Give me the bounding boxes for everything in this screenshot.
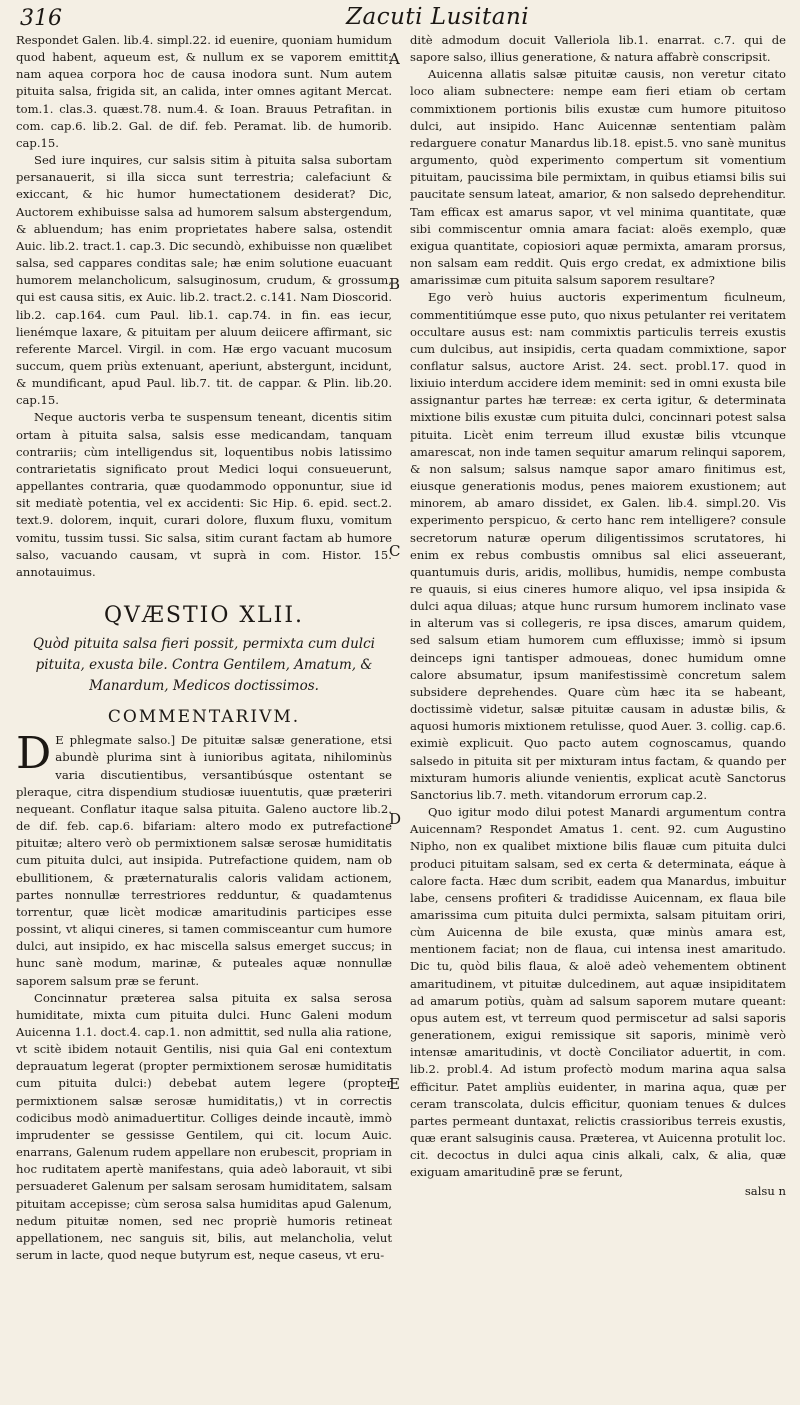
question-title: QVÆSTIO XLII.: [103, 603, 305, 628]
left-column: [16, 32, 392, 1264]
left-paragraph-2: Sed iure inquires, cur salsis sitim à pituita salsa subortam persanauerit, si illa sicca sunt terrestria; calefaciunt & exiccant, & hic humor humectationem desiderat? Dic, Auctorem exhibuisse salsa ad humorem salsum abstergendum, & abluendum; has enim proprietates habere salsa, ostendit Auic. lib.2. tract.1. cap.3. Dic secundò, exhibuisse non quælibet salsa, sed cappares conditas sale; hæ enim solutione euacuant humorem melancholicum, salsuginosum, crudum, & grossum, qui est causa sitis, ex Auic. lib.2. tract.2. c.141. Nam Dioscorid. lib.2. cap.164. cum Paul. lib.1. cap.74. in fin. eas iecur, lienémque laxare, & pituitam per aluum deiicere affirmant, sic referente Marcel. Virgil. in com. Hæ ergo vacuant mucosum succum, quem priùs extenuant, aperiunt, abstergunt, incidunt, & mundificant, apud Paul. lib.7. tit. de cappar. & Plin. lib.20. cap.15.: [16, 153, 392, 408]
right-paragraph-3: Ego verò huius auctoris experimentum ficulneum, commentitiúmque esse puto, quo nixus petulanter rei veritatem occultare ausus est: nam commixtis particulis terreis exustis cum dulcibus, aut insipidis, certa quadam commixtione, sapor conflatur salsus, auctore Arist. 24. sect. probl.17. quod in lixiuio interdum accidere idem meminit: sed in omni exusta bile assignantur partes hæ terreæ: ex certa igitur, & determinata mixtione bilis exustæ cum pituita dulci, concinnari potest salsa pituita. Licèt enim terreum illud exustæ bilis vtcunque amarescat, non inde tamen sequitur amarum relinqui saporem, & non salsum; salsus namque sapor amaro finitimus est, eiusque generationis modus, penes maiorem exustionem; aut minorem, ab amaro dissidet, ex Galen. lib.4. simpl.20. Vis experimento perspicuo, & certo hanc rem intelligere? consule secretorum naturæ operum diligentissimos scrutatores, hi enim ex rebus combustis omnibus sal elici asseuerant, quantumuis duris, aridis, mollibus, humidis, nempe combusta re quauis, si eius cineres humore aliquo, vel ipsa insipida & dulci aqua diluas; atque hunc rursum humorem inclinato vase in alterum vas si collegeris, re ipsa disces, amarum quidem, sed salsum etiam humorem cum effluxisse; immò si ipsum deinceps igni tantisper admoueas, donec humidum omne calore absumatur, ipsum manifestissimè concretum salem subsidere deprehendes. Quare cùm hæc ita se habeant, doctissimè videtur, salsæ pituitæ causam in adustæ bilis, & aquosi humoris mixtionem retulisse, quod Auer. 3. collig. cap.6. eximiè explicuit. Quo pacto autem cognoscamus, quando salsedo in pituita sit per mixturam intus factam, & quando per mixturam humoris aliunde venientis, explicat acutè Sanctorus Sanctorius lib.7. meth. vitandorum errorum cap.2.: [410, 290, 786, 802]
left-paragraph-5: Concinnatur præterea salsa pituita ex salsa serosa humiditate, mixta cum pituita dulci. Hunc Galeni modum Auicenna 1.1. doct.4. cap.1. non admittit, sed nulla alia ratione, vt scitè ibidem notauit Gentilis, nisi quia Gal eni contextum deprauatum legerat (propter permixtionem serosæ humiditatis cum pituita dulci:) debebat autem legere (propter permixtionem salsæ serosæ humiditatis,) vt in correctis codicibus modò animaduertitur. Colliges deinde incautè, immò imprudenter se gessisse Gentilem, qui cit. locum Auic. enarrans, Galenum rudem appellare non erubescit, propriam in hoc ruditatem apertè manifestans, quia adeò laborauit, vt sibi persuaderet Galenum per salsam serosam humiditatem, salsam pituitam accepisse; cùm serosa salsa humiditas apud Galenum, nedum pituitæ nomen, sed nec propriè humoris retineat appellationem, nec sanguis sit, bilis, aut melancholia, velut serum in lacte, quod neque butyrum est, neque caseus, vt eru-: [16, 990, 392, 1262]
margin-letter-a: A: [389, 50, 400, 68]
page-number: 316: [20, 6, 62, 31]
margin-letter-d: D: [389, 810, 402, 828]
left-paragraph-1: Respondet Galen. lib.4. simpl.22. id euenire, quoniam humidum quod habent, aqueum est, & nullum ex se vaporem emittit: nam aquea corpora hoc de causa inodora sunt. Num autem pituita salsa, frigida sit, an calida, inter omnes agitant Mercat. tom.1. clas.3. quæst.78. num.4. & Ioan. Brauus Petrafitan. in com. cap.6. lib.2. Gal. de dif. feb. Peramat. lib. de humorib. cap.15.: [16, 33, 392, 150]
commentarium-heading: COMMENTARIVM.: [107, 707, 301, 728]
catchword: salsu n: [744, 1184, 786, 1199]
left-paragraph-4: E phlegmate salso.] De pituitæ salsæ generatione, etsi abundè plurima sint à iunioribus agitata, nihilominùs varia discutientibus, versantibúsque ostentant se pleraque, citra dispendium studiosæ iuuentutis, quæ præteriri nequeant. Conflatur itaque salsa pituita. Galeno auctore lib.2. de dif. feb. cap.6. bifariam: altero modo ex putrefactione pituitæ; altero verò ob permixtionem salsæ serosæ humiditatis cum pituita dulci, aut insipida. Putrefactione quidem, nam ob ebullitionem, & præternaturalis caloris validam actionem, partes nonnullæ terrestriores redduntur, & quadamtenus torrentur, quæ licèt modicæ amaritudinis participes esse possint, vt aliqui cineres, si tamen commisceantur cum humore dulci, aut insipido, ex hac miscella salsus emerget succus; in hunc sanè modum, marinæ, & puteales aquæ nonnullæ saporem salsum præ se ferunt.: [16, 733, 392, 988]
page-header: [16, 4, 786, 32]
running-title: Zacuti Lusitani: [346, 4, 530, 30]
margin-letter-c: C: [389, 542, 401, 560]
right-paragraph-2: Auicenna allatis salsæ pituitæ causis, non veretur citato loco aliam subnectere: nempe eam fieri etiam ob certam commixtionem portionis bilis exustæ cum humore pituitoso dulci, aut insipido. Hanc Auicennæ sententiam palàm redarguere conatur Manardus lib.18. epist.5. vno sanè munitus argumento, quòd experimento compertum sit vomentium pituitam, paucissima bile permixtam, in quibus etiamsi bilis sui paucitate sensum lateat, amarior, & non salsedo deprehenditur. Tam efficax est amarus sapor, vt vel minima quantitate, quæ sibi commiscentur omnia amara faciat: aloës exemplo, quæ exigua quantitate, copiosiori aquæ permixta, amaram prorsus, non salsam eam reddit. Quis ergo credat, ex admixtione bilis amarissimæ cum pituita salsum saporem resultare?: [410, 67, 786, 288]
margin-letter-e: E: [389, 1075, 400, 1093]
left-paragraph-3: Neque auctoris verba te suspensum teneant, dicentis sitim ortam à pituita salsa, salsis esse medicandam, tanquam contrariis; cùm intelligendus sit, loquentibus nobis latissimo contrarietatis significato prout Medici loqui consueuerunt, appellantes contraria, quæ quodammodo opponuntur, siue id sit mediatè potentia, vel ex accidenti: Sic Hip. 6. epid. sect.2. text.9. dolorem, inquit, curari dolore, fluxum fluxu, vomitum vomitu, tussim tussi. Sic salsa, sitim curant factam ab humore salso, vacuando causam, vt suprà in com. Histor. 15. annotauimus.: [16, 410, 392, 579]
drop-cap: D: [16, 728, 52, 780]
margin-letter-b: B: [389, 275, 401, 293]
text-columns: [16, 32, 786, 1264]
right-column: [410, 32, 786, 1264]
right-paragraph-4: Quo igitur modo dilui potest Manardi argumentum contra Auicennam? Respondet Amatus 1. cent. 92. cum Augustino Nipho, non ex qualibet mixtione bilis flauæ cum pituita dulci produci pituitam salsam, sed ex certa & determinata, eáque à calore facta. Hæc dum scribit, eadem qua Manardus, imbuitur labe, censens profiteri & tradidisse Auicennam, ex flaua bile amarissima cum pituita dulci permixta, salsam pituitam oriri, cùm Auicenna de bile exusta, quæ minùs amara est, mentionem faciat; non de flaua, cui intensa inest amaritudo. Dic tu, quòd bilis flaua, & aloë adeò vehementem obtinent amaritudinem, vt pituitæ dulcedinem, aut aquæ insipiditatem ad amarum potiùs, quàm ad salsum saporem mutare queant: opus autem est, vt terreum quod permiscetur ad salsi saporis generationem, exigui remissique sit saporis, minimè verò intensæ amaritudinis, vt doctè Conciliator aduertit, in com. lib.2. probl.4. Ad istum profectò modum marina aqua salsa efficitur. Patet ampliùs euidenter, in marina aqua, quæ per ceram transcolata, dulcis efficitur, quoniam tenues & dulces partes permeant duntaxat, relictis crassioribus terreis exustis, quæ erant salsuginis causa. Præterea, vt Auicenna protulit loc. cit. decoctus in dulci aqua cinis alkali, calx, & alia, quæ exiguam amaritudinē præ se ferunt,: [410, 805, 786, 1180]
question-subtitle: Quòd pituita salsa fieri possit, permixta cum dulci pituita, exusta bile. Contra Gentilem, Amatum, & Manardum, Medicos doctissimos.: [32, 636, 375, 695]
right-paragraph-1: ditè admodum docuit Valleriola lib.1. enarrat. c.7. qui de sapore salso, illius generatione, & natura affabrè conscripsit.: [410, 33, 786, 65]
